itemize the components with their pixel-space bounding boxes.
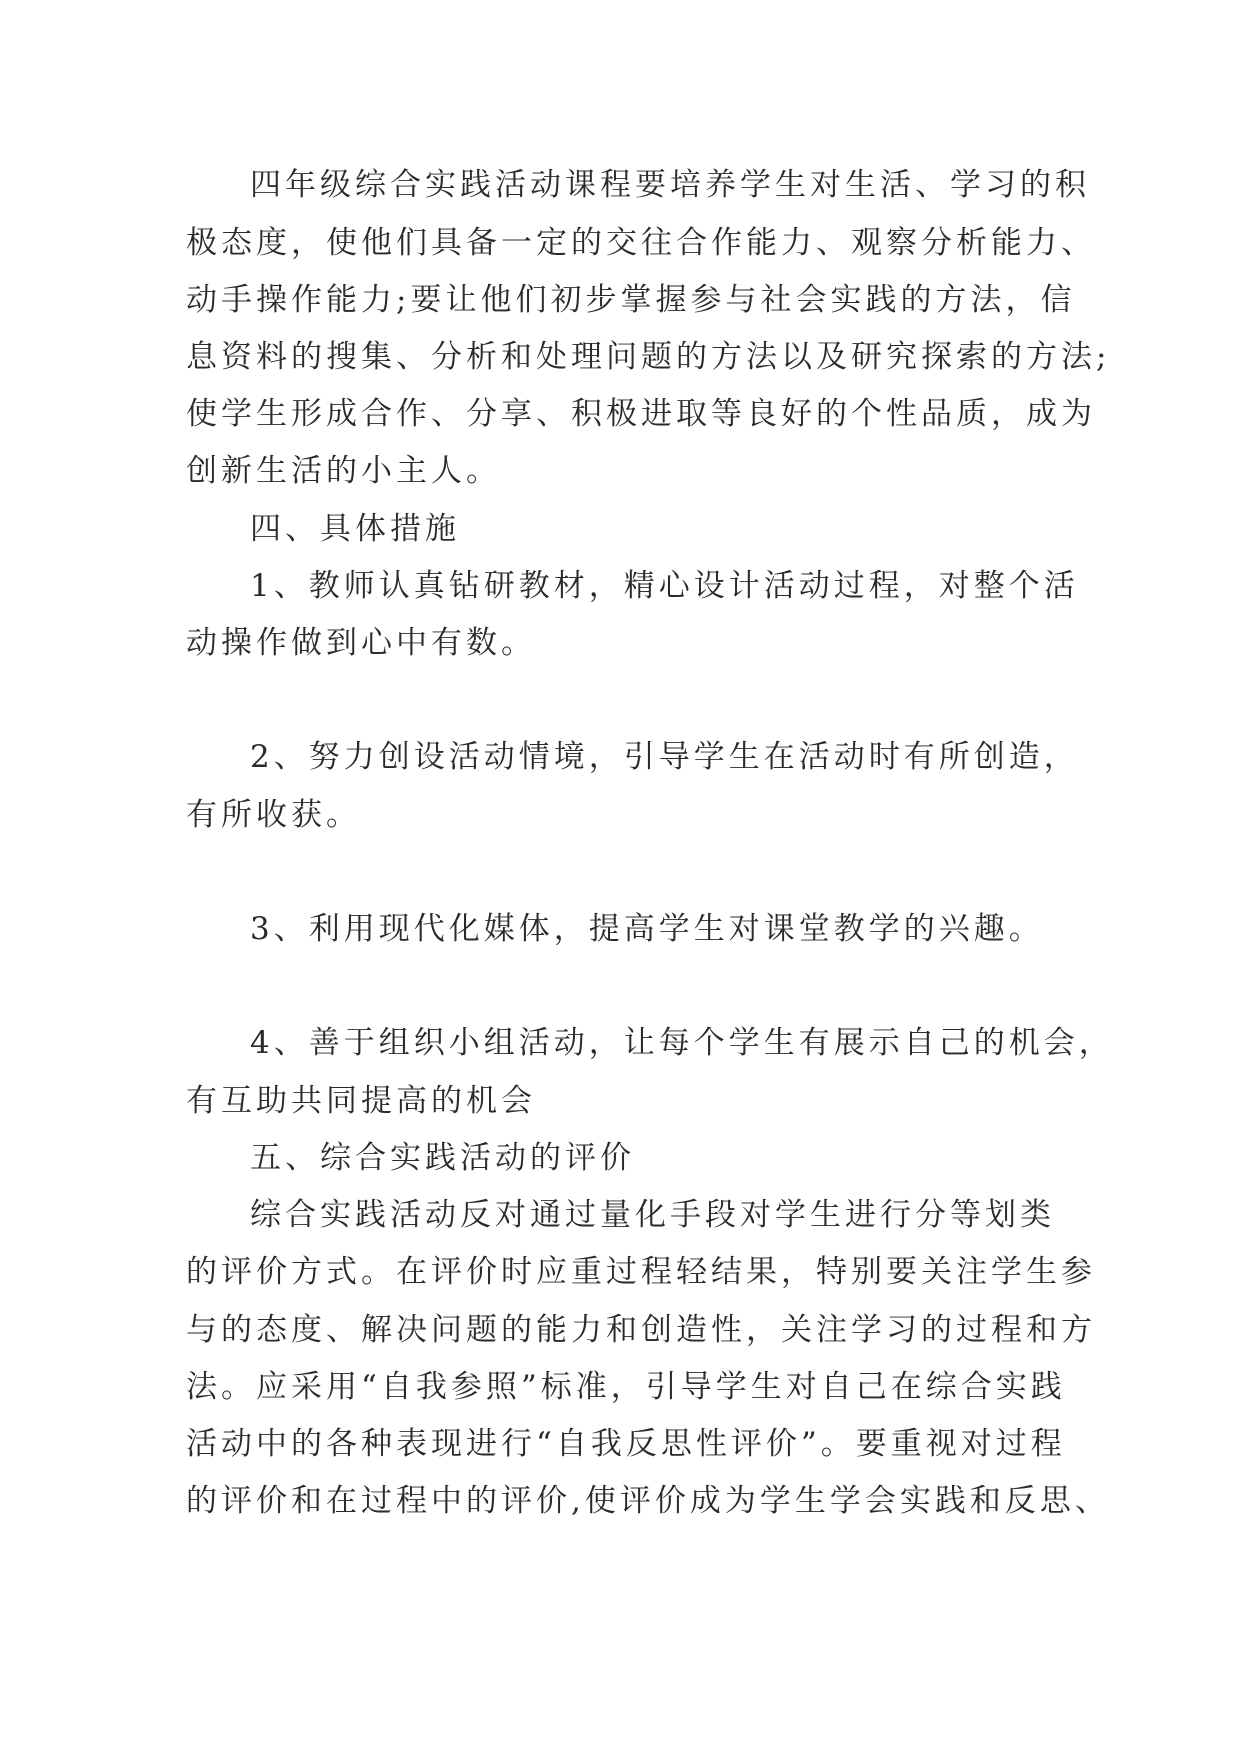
measure-1-line-2: 动操作做到心中有数。: [186, 625, 536, 661]
evaluation-line-3: 与的态度、解决问题的能力和创造性，关注学习的过程和方: [186, 1312, 1096, 1348]
measure-3-line-1: 3、利用现代化媒体，提高学生对课堂教学的兴趣。: [250, 911, 1044, 947]
paragraph-1-line-2: 极态度，使他们具备一定的交往合作能力、观察分析能力、: [186, 225, 1096, 261]
evaluation-line-6: 的评价和在过程中的评价,使评价成为学生学会实践和反思、: [186, 1483, 1110, 1519]
evaluation-line-1: 综合实践活动反对通过量化手段对学生进行分等划类: [250, 1197, 1055, 1233]
section-heading-measures: 四、具体措施: [250, 511, 460, 547]
measure-4-line-1: 4、善于组织小组活动，让每个学生有展示自己的机会，: [250, 1025, 1114, 1061]
paragraph-1-line-1: 四年级综合实践活动课程要培养学生对生活、学习的积: [250, 167, 1090, 203]
paragraph-1-line-3: 动手操作能力;要让他们初步掌握参与社会实践的方法，信: [186, 282, 1076, 318]
measure-1-line-1: 1、教师认真钻研教材，精心设计活动过程，对整个活: [250, 568, 1079, 604]
paragraph-1-line-5: 使学生形成合作、分享、积极进取等良好的个性品质，成为: [186, 396, 1096, 432]
measure-4-line-2: 有互助共同提高的机会: [186, 1083, 536, 1119]
paragraph-1-line-6: 创新生活的小主人。: [186, 453, 501, 489]
measure-2-line-1: 2、努力创设活动情境，引导学生在活动时有所创造，: [250, 739, 1079, 775]
evaluation-line-4: 法。应采用“自我参照”标准，引导学生对自己在综合实践: [186, 1369, 1066, 1405]
measure-2-line-2: 有所收获。: [186, 797, 361, 833]
paragraph-1-line-4: 息资料的搜集、分析和处理问题的方法以及研究探索的方法;: [186, 339, 1111, 375]
evaluation-line-2: 的评价方式。在评价时应重过程轻结果，特别要关注学生参: [186, 1254, 1096, 1290]
section-heading-evaluation: 五、综合实践活动的评价: [250, 1140, 635, 1176]
evaluation-line-5: 活动中的各种表现进行“自我反思性评价”。要重视对过程: [186, 1426, 1066, 1462]
